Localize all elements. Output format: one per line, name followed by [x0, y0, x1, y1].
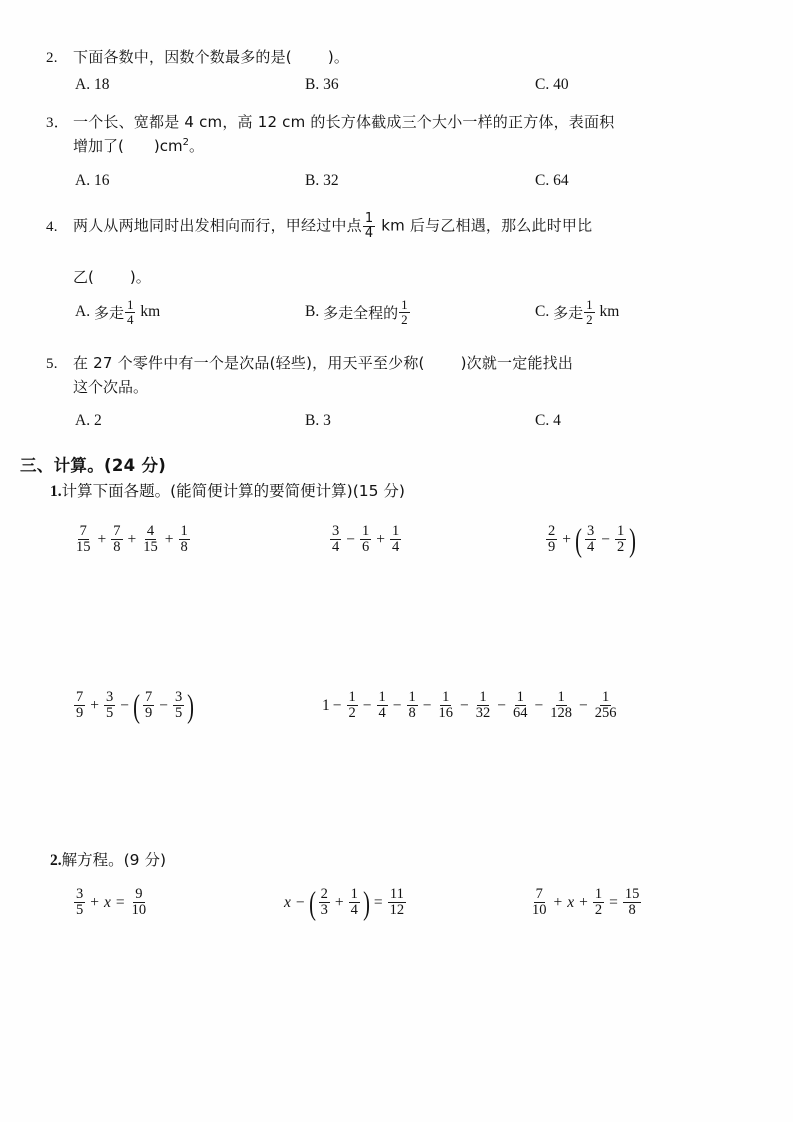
fraction [511, 690, 530, 721]
fraction-numerator: 2 [548, 522, 556, 539]
operator: + [127, 530, 137, 548]
operator: − [346, 530, 355, 548]
fraction-denominator: 256 [594, 704, 617, 721]
subsection-1-index: 1. [50, 483, 62, 500]
fraction: $\frac{1}{4}$ [126, 297, 134, 327]
fraction [173, 690, 184, 721]
fraction-denominator: 128 [550, 704, 572, 721]
fraction-denominator: 9 [548, 538, 556, 555]
fraction-numerator: 3 [175, 688, 183, 705]
fraction [179, 524, 190, 555]
question-4-number: 4. [46, 218, 58, 235]
operator: − [497, 696, 506, 714]
fraction [349, 887, 360, 918]
fraction-numerator: 7 [79, 522, 87, 539]
fraction-numerator: 3 [76, 885, 84, 902]
option-5-c[interactable]: C. 4 [535, 412, 561, 429]
fraction-denominator: 32 [475, 704, 491, 721]
fraction-numerator: 1 [180, 522, 188, 539]
work-area-row-2[interactable] [46, 726, 746, 836]
question-5-number: 5. [46, 356, 58, 372]
fraction [360, 524, 371, 555]
option-5-a[interactable]: A. 2 [75, 412, 102, 429]
operator: − [295, 893, 305, 911]
option-2-a[interactable]: A. 18 [75, 76, 110, 93]
equation-problem-1 [72, 887, 150, 918]
variable: x [284, 893, 291, 911]
fraction-numerator: 3 [106, 688, 114, 705]
question-4-line-2: 乙( )。 [73, 268, 151, 286]
fraction [377, 690, 388, 721]
fraction-numerator: 1 [516, 688, 524, 705]
operator: + [90, 893, 99, 911]
fraction-numerator: 1 [442, 688, 450, 705]
variable: x [567, 893, 575, 911]
fraction-denominator: 2 [617, 538, 625, 555]
fraction-numerator: 3 [332, 522, 340, 539]
fraction [319, 887, 330, 918]
fraction-denominator: 9 [145, 704, 153, 721]
fraction-numerator: 11 [389, 885, 404, 902]
fraction-numerator: 1 [594, 885, 603, 902]
question-3-line-2: 增加了( )$cm^2$。 [73, 137, 204, 156]
fraction-denominator: 8 [628, 901, 636, 918]
calc-problem-1 [72, 524, 192, 555]
question-2-text [46, 46, 763, 70]
fraction-numerator: 1 [617, 522, 625, 539]
fraction-numerator: 7 [535, 885, 543, 902]
fraction-numerator: 1 [348, 688, 356, 705]
fraction-denominator: 6 [362, 538, 370, 555]
fraction-numerator: 7 [113, 522, 121, 539]
fraction [474, 690, 493, 721]
calc-problem-3: $\frac{2}{9}$ + ( $\frac{3}{4}$ − $\frac{1}{2}$ ) [548, 522, 637, 559]
operator: − [579, 696, 588, 714]
question-3-number: 3． [46, 115, 69, 131]
fraction [437, 690, 456, 721]
subsection-1-heading: 1.计算下面各题。(能简便计算的要简便计算)(15 分) [50, 482, 405, 500]
fraction-numerator: 9 [135, 885, 143, 902]
work-area-row-3[interactable] [46, 925, 746, 1095]
question-5-options [46, 412, 773, 438]
operator: + [97, 530, 107, 548]
literal: 1 [322, 696, 330, 714]
question-2 [46, 46, 763, 70]
fraction [141, 524, 160, 555]
fraction [585, 524, 596, 555]
fraction-numerator: 7 [145, 688, 153, 705]
fraction-numerator: 1 [479, 688, 487, 705]
fraction-numerator: 1 [392, 522, 400, 539]
calc-problem-2 [328, 524, 403, 555]
operator: + [562, 530, 571, 548]
operator: = [373, 893, 383, 911]
fraction: $\frac{1}{2}$ [401, 297, 408, 327]
operator: + [376, 530, 385, 548]
fraction-numerator: 3 [587, 522, 595, 539]
question-5-line-1: 5. 在 27 个零件中有一个是次品(轻些)，用天平至少称( )次就一定能找出 [46, 352, 763, 376]
fraction-denominator: 16 [438, 704, 453, 721]
operator: + [579, 893, 588, 911]
option-4-a[interactable]: A. 多走 $\frac{1}{4}$ km [75, 297, 161, 327]
equation-problem-2: x − ( $\frac{2}{3}$ + $\frac{1}{4}$ ) = $\frac{11}{12}$ [284, 885, 405, 922]
fraction: $\frac{1}{2}$ [586, 297, 593, 327]
operator: − [534, 696, 544, 714]
fraction [330, 524, 341, 555]
fraction-denominator: 3 [320, 901, 328, 918]
operator: − [601, 530, 610, 548]
fraction [143, 690, 154, 721]
operator: − [392, 696, 402, 714]
question-3 [46, 111, 763, 159]
option-5-b[interactable]: B. 3 [305, 412, 331, 429]
fraction-numerator: 1 [602, 688, 610, 705]
fraction-numerator: 15 [624, 885, 640, 902]
question-5 [46, 352, 763, 400]
fraction [615, 524, 626, 555]
fraction-denominator: 12 [389, 901, 405, 918]
operator: + [90, 696, 99, 714]
calc-problem-5 [322, 690, 621, 721]
question-3-options [46, 172, 773, 198]
fraction-numerator: 1 [408, 688, 416, 705]
equation-problem-3 [528, 887, 643, 918]
fraction-denominator: 2 [348, 704, 356, 721]
operator: − [362, 696, 372, 714]
fraction [74, 690, 85, 721]
question-4 [46, 212, 763, 240]
operator: + [553, 893, 563, 911]
fraction [546, 524, 557, 555]
fraction-denominator: 10 [532, 901, 547, 918]
fraction-denominator: 5 [106, 704, 114, 721]
fraction-denominator: 64 [513, 704, 528, 721]
fraction-numerator: 1 [362, 522, 370, 539]
fraction-denominator: 5 [175, 704, 183, 721]
subsection-2-heading: 2.解方程。(9 分) [50, 851, 167, 869]
fraction [593, 690, 619, 721]
fraction-denominator: 8 [180, 538, 188, 555]
fraction-numerator: 2 [320, 885, 328, 902]
fraction-denominator: 10 [131, 901, 147, 918]
question-5-line-2: 这个次品。 [73, 378, 149, 397]
option-3-c[interactable]: C. 64 [535, 172, 569, 189]
option-3-a[interactable]: A. 16 [75, 172, 110, 189]
fraction [74, 887, 85, 918]
question-2-stem: 下面各数中，因数个数最多的是( )。 [73, 48, 350, 66]
operator: − [159, 696, 168, 714]
fraction-denominator: 2 [594, 901, 603, 918]
superscript-2: 2 [182, 137, 189, 149]
operator: − [332, 696, 342, 714]
calc-problem-4: $\frac{7}{9}$ + $\frac{3}{5}$ − ( $\frac{7}{9}$ − $\frac{3}{5}$ ) [76, 688, 195, 725]
fraction-denominator: 4 [392, 538, 400, 555]
fraction-one-quarter: $\frac{1}{4}$ [364, 211, 374, 241]
fraction [548, 690, 574, 721]
fraction [530, 887, 549, 918]
fraction-denominator: 4 [378, 704, 386, 721]
fraction [74, 524, 93, 555]
fraction-numerator: 1 [557, 688, 565, 705]
fraction-denominator: 15 [76, 538, 91, 555]
fraction-denominator: 8 [408, 704, 416, 721]
question-3-line-1: 3． 一个长、宽都是 4 cm，高 12 cm 的长方体截成三个大小一样的正方体，表面积 [46, 111, 763, 135]
subsection-2-index: 2. [50, 852, 62, 869]
fraction-numerator: 1 [350, 885, 358, 902]
fraction [111, 524, 122, 555]
operator: = [609, 893, 618, 911]
fraction [130, 887, 149, 918]
section-three-heading: 三、计算。(24 分) [20, 456, 167, 475]
option-4-b[interactable]: B. 多走全程的 $\frac{1}{2}$ [305, 297, 408, 327]
fraction-denominator: 5 [76, 901, 84, 918]
fraction-denominator: 4 [587, 538, 595, 555]
work-area-row-1[interactable] [46, 560, 746, 670]
option-2-c[interactable]: C. 40 [535, 76, 569, 93]
fraction [407, 690, 418, 721]
option-3-b[interactable]: B. 32 [305, 172, 339, 189]
fraction [593, 887, 604, 918]
fraction-denominator: 4 [332, 538, 340, 555]
fraction-denominator: 8 [113, 538, 121, 555]
operator: + [164, 530, 174, 548]
fraction-numerator: 4 [146, 522, 155, 539]
fraction [388, 887, 407, 918]
operator: − [422, 696, 432, 714]
option-4-c[interactable]: C. 多走 $\frac{1}{2}$ km [535, 297, 620, 327]
operator: − [120, 696, 129, 714]
question-4-line-1: 4. 两人从两地同时出发相向而行，甲经过中点 $\frac{1}{4}$ km 后与乙相遇，那么此时甲比 [46, 211, 593, 241]
operator: = [115, 893, 125, 911]
fraction-numerator: 7 [76, 688, 84, 705]
fraction [390, 524, 401, 555]
question-2-options [46, 76, 773, 102]
operator: − [460, 696, 469, 714]
question-4-options [46, 297, 773, 327]
fraction-denominator: 15 [143, 538, 158, 555]
fraction-numerator: 1 [378, 688, 386, 705]
fraction [347, 690, 358, 721]
fraction [623, 887, 642, 918]
fraction-denominator: 4 [350, 901, 358, 918]
fraction [104, 690, 115, 721]
variable: x [104, 893, 111, 911]
fraction-denominator: 9 [76, 704, 84, 721]
operator: + [334, 893, 344, 911]
question-2-number: 2. [46, 50, 58, 66]
option-2-b[interactable]: B. 36 [305, 76, 339, 93]
